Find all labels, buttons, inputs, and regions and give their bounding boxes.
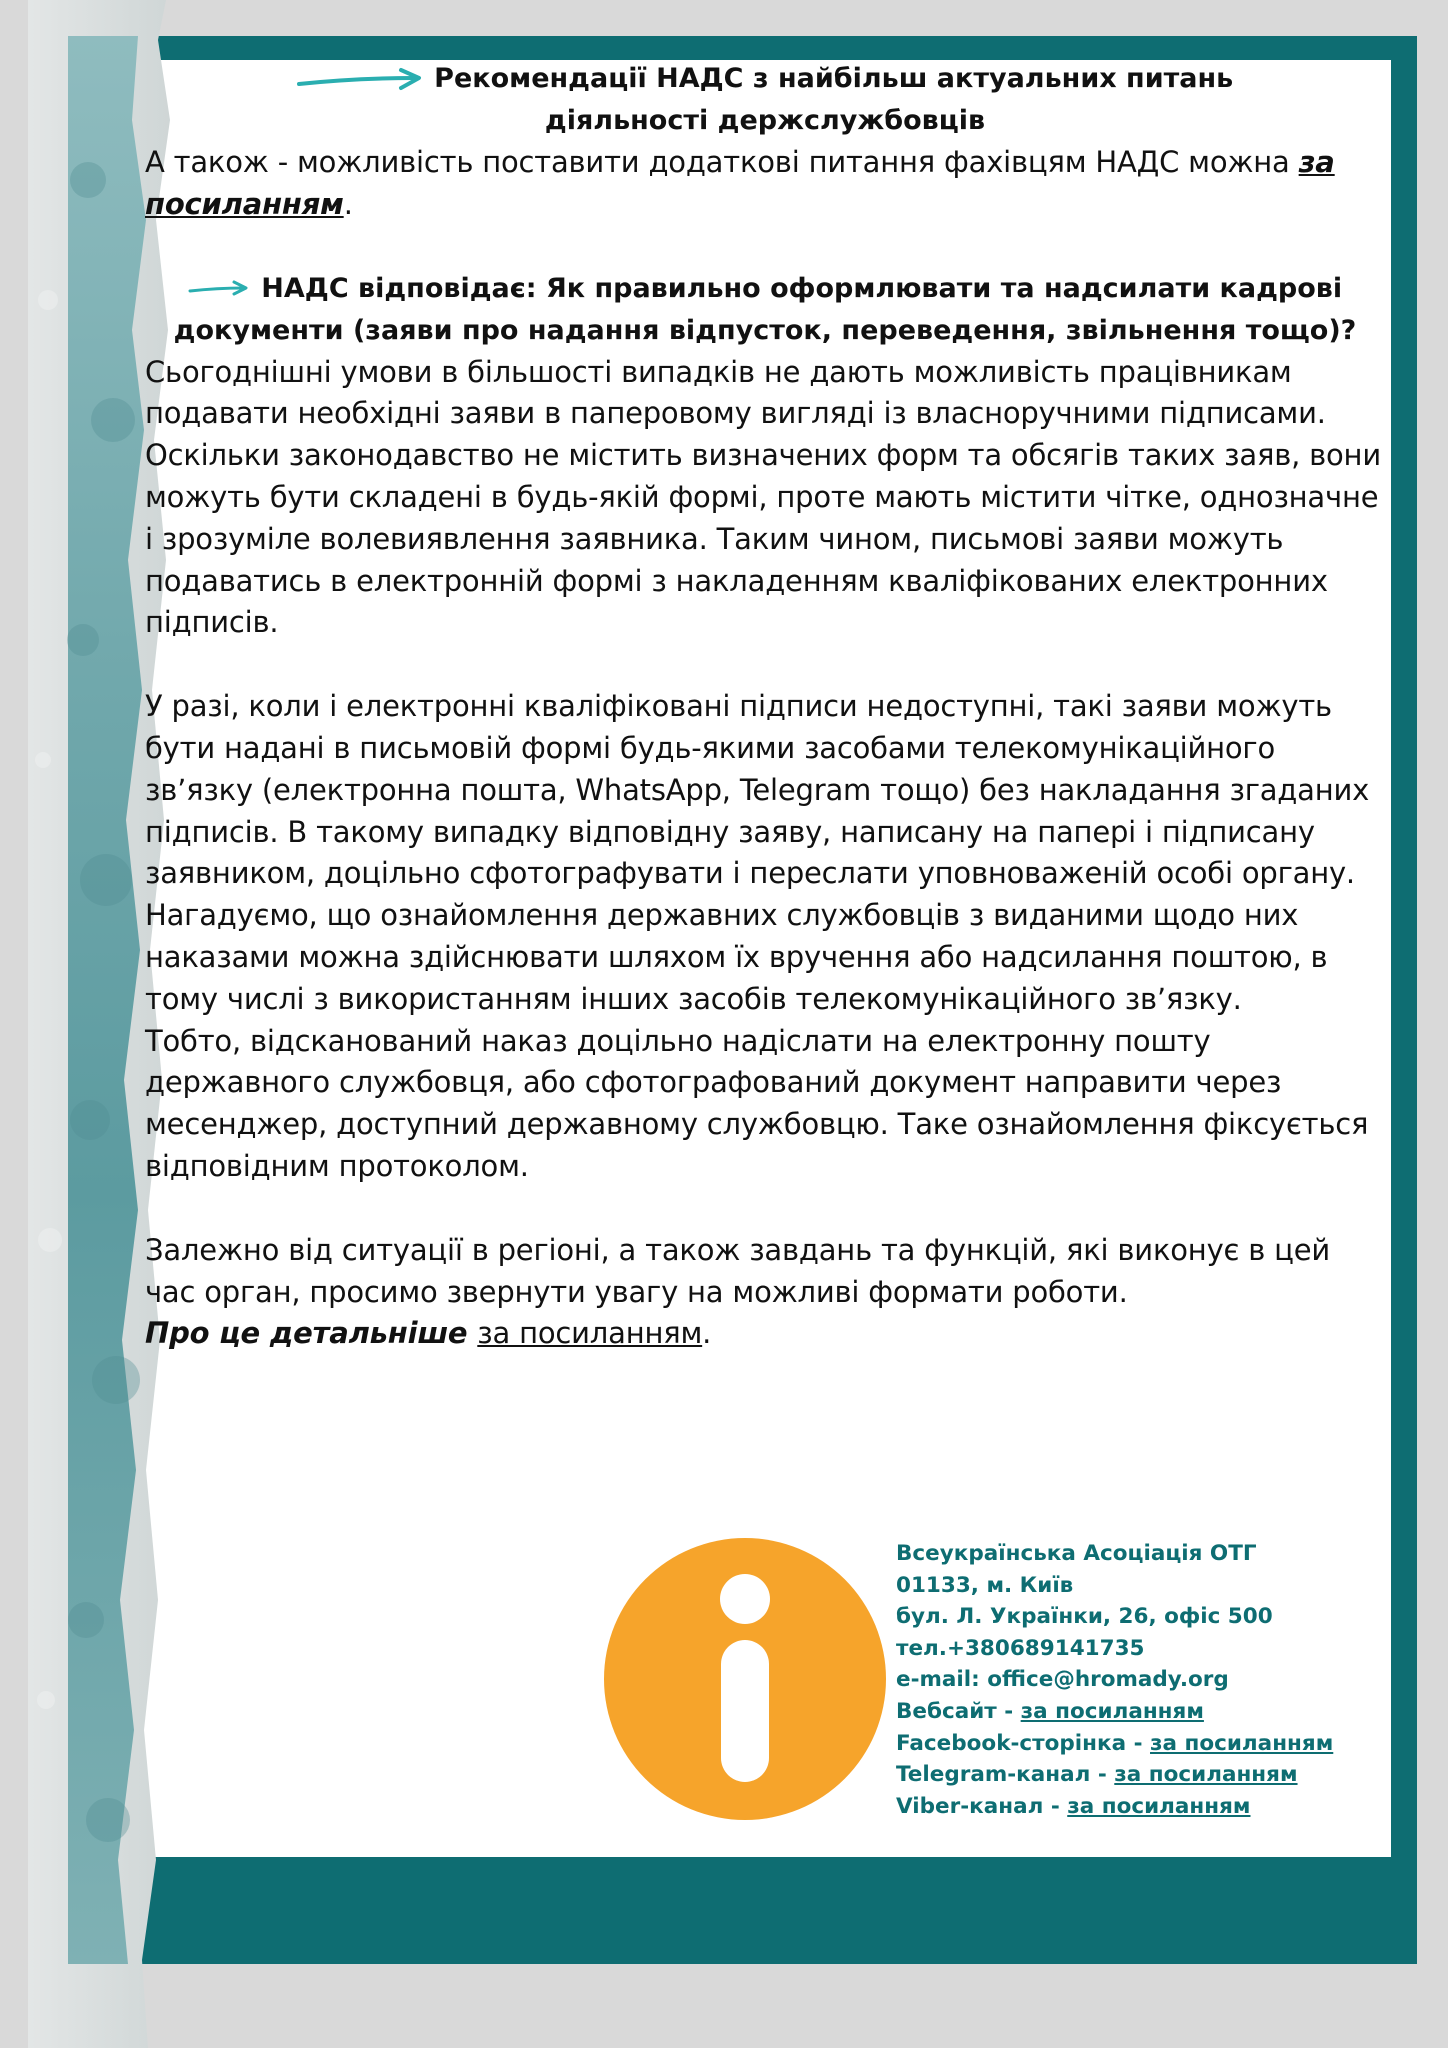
facebook-label: Facebook-сторінка - xyxy=(896,1730,1151,1756)
paragraph-3: Нагадуємо, що ознайомлення державних службовців з виданими щодо них наказами можна здійснювати шляхом їх вручення або надсилання поштою, в тому числі з використанням інших засобів телекомунікаційного зв’язку. xyxy=(145,898,1328,1016)
paragraph-5: Залежно від ситуації в регіоні, а також завдань та функцій, які виконує в цей час орган, просимо звернути увагу на можливі формати роботи. xyxy=(145,1232,1330,1309)
contact-viber xyxy=(896,1791,1333,1823)
info-icon xyxy=(604,1538,886,1820)
contact-website xyxy=(896,1696,1333,1728)
paragraph-1: Сьогоднішні умови в більшості випадків не дають можливість працівникам подавати необхідні заяви в паперовому вигляді із власноручними підписами. Оскільки законодавство не містить визначених форм та обсягів таких заяв, вони можуть бути складені в будь-якій формі, проте мають містити чітке, однозначне і зрозуміле волевиявлення заявника. Таким чином, письмові заяви можуть подаватись в електронній формі з накладенням кваліфікованих електронних підписів. xyxy=(145,354,1381,640)
contact-phone: тел.+380689141735 xyxy=(896,1635,1145,1661)
arrow-right-icon xyxy=(188,278,252,300)
paragraph-4: Тобто, відсканований наказ доцільно надіслати на електронну пошту державного службовця, або сфотографований документ направити через месенджер, доступний державному службовцю. Таке ознайомлення фіксується відповідним протоколом. xyxy=(145,1023,1369,1183)
section-heading-line2: документи (заяви про надання відпусток, переведення, звільнення тощо)? xyxy=(173,314,1357,346)
website-label: Вебсайт - xyxy=(896,1698,1021,1724)
intro-text: А також - можливість поставити додаткові питання фахівцям НАДС можна xyxy=(145,145,1299,179)
spacer xyxy=(145,226,1385,268)
main-heading-line1: Рекомендації НАДС з найбільш актуальних питань xyxy=(434,63,1234,94)
main-heading xyxy=(145,58,1385,142)
details-line xyxy=(145,1313,1385,1355)
intro-paragraph xyxy=(145,142,1385,226)
paragraph-2: У разі, коли і електронні кваліфіковані підписи недоступні, такі заяви можуть бути надані в письмовій формі будь-якими засобами телекомунікаційного зв’язку (електронна пошта, WhatsApp, Telegram тощо) без накладання згаданих підписів. В такому випадку відповідну заяву, написану на папері і підписану заявником, доцільно сфотографувати і переслати уповноваженій особі органу. xyxy=(145,689,1370,891)
contact-address: бул. Л. Українки, 26, офіс 500 xyxy=(896,1604,1273,1630)
contact-email[interactable]: e-mail: office@hromady.org xyxy=(896,1667,1229,1693)
telegram-label: Telegram-канал - xyxy=(896,1762,1115,1788)
contact-telegram xyxy=(896,1759,1333,1791)
viber-link[interactable]: за посиланням xyxy=(1067,1793,1251,1819)
section-heading-line1: НАДС відповідає: Як правильно оформлювати та надсилати кадрові xyxy=(261,272,1343,304)
main-content xyxy=(145,58,1385,1355)
details-end: . xyxy=(702,1316,712,1351)
website-link[interactable]: за посиланням xyxy=(1020,1698,1204,1724)
section-heading xyxy=(145,268,1385,352)
contact-org: Всеукраїнська Асоціація ОТГ xyxy=(896,1541,1257,1566)
facebook-link[interactable]: за посиланням xyxy=(1150,1730,1334,1756)
intro-end: . xyxy=(343,186,353,221)
main-heading-line2: діяльності держслужбовців xyxy=(544,105,986,136)
details-link[interactable]: за посиланням xyxy=(477,1316,703,1351)
contact-city: 01133, м. Київ xyxy=(896,1572,1074,1598)
contact-facebook xyxy=(896,1728,1333,1760)
telegram-link[interactable]: за посиланням xyxy=(1114,1762,1298,1788)
intro-link[interactable]: за посиланням xyxy=(145,145,1335,221)
spacer xyxy=(145,644,1385,686)
arrow-right-icon xyxy=(297,66,425,94)
details-label: Про це детальніше xyxy=(145,1316,478,1351)
spacer xyxy=(145,1188,1385,1230)
contacts-block xyxy=(896,1538,1333,1822)
viber-label: Viber-канал - xyxy=(896,1793,1068,1819)
